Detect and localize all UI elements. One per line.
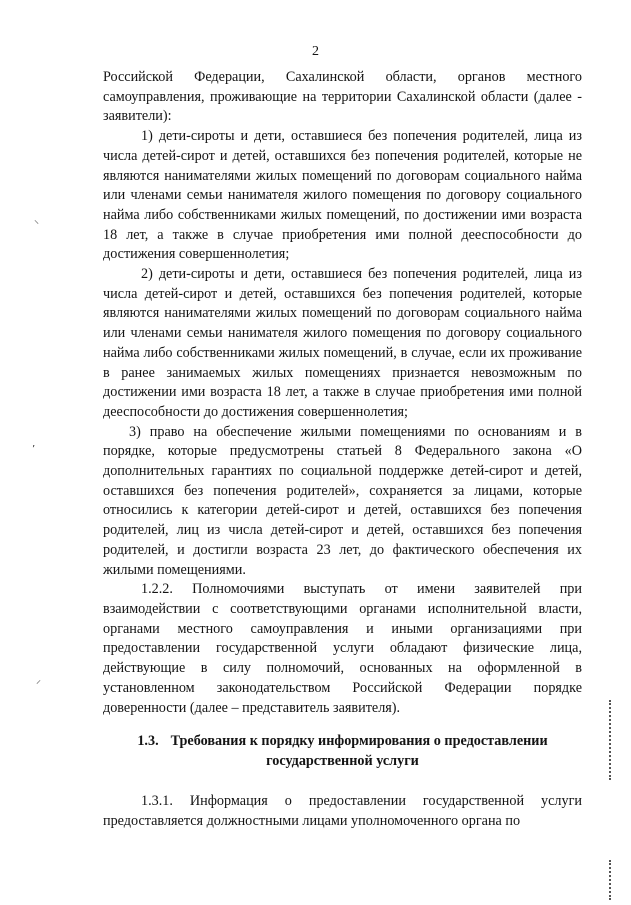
document-body (103, 68, 582, 718)
document-body-continued (103, 792, 582, 831)
scan-mark-icon: ⸜ (34, 215, 39, 226)
section-title-line-2: государственной услуги (266, 752, 419, 769)
paragraph-1-2-2: 1.2.2. Полномочиями выступать от имени заявителей при взаимодействии с соответствующими органами исполнительной власти, органами местного самоуправления и иными организациями при предоставлении государственной услуги обладают физические лица, действующие в силу полномочий, основанных на оформленной в установленном законодательством Российской Федерации порядке доверенности (далее – представитель заявителя). (103, 581, 582, 716)
scan-mark-icon: ⸝ (36, 675, 41, 686)
scan-edge-dots (609, 700, 613, 780)
page-number: 2 (312, 44, 319, 59)
section-title-line-1: Требования к порядку информирования о предоставлении (170, 733, 548, 749)
section-heading-1-3 (103, 732, 582, 771)
paragraph-item-3: 3) право на обеспечение жилыми помещениями по основаниям и в порядке, которые предусмотрены статьей 8 Федерального закона «О дополнительных гарантиях по социальной поддержке детей-сирот и детей, оставшихся без попечения родителей», сохраняется за лицами, которые относились к категории детей-сирот и детей, оставшихся без попечения родителей, лиц из числа детей-сирот и детей, оставшихся без попечения родителей, и достигли возраста 23 лет, до фактического обеспечения их жилыми помещениями. (103, 423, 582, 578)
scan-edge-dots (609, 860, 613, 900)
paragraph-item-1: 1) дети-сироты и дети, оставшиеся без попечения родителей, лица из числа детей-сирот и детей, оставшихся без попечения родителей, которые не являются нанимателями жилых помещений по договорам социального найма или членами семьи нанимателя жилого помещения по договору социального найма либо собственниками жилых помещений, по достижении ими возраста 18 лет, а также в случае приобретения ими полной дееспособности до достижения совершеннолетия; (103, 128, 582, 263)
paragraph-1-3-1: 1.3.1. Информация о предоставлении государственной услуги предоставляется должностными лицами уполномоченного органа по (103, 793, 582, 829)
paragraph-item-2: 2) дети-сироты и дети, оставшиеся без попечения родителей, лица из числа детей-сирот и детей, оставшихся без попечения родителей, которые являются нанимателями жилых помещений по договорам социального найма или членами семьи нанимателя жилого помещения по договору социального найма либо собственниками жилых помещений, в случае, если их проживание в ранее занимаемых жилых помещениях признается невозможным по достижении ими возраста 18 лет, а также в случае приобретения ими полной дееспособности до достижения совершеннолетия; (103, 266, 582, 420)
paragraph-intro: Российской Федерации, Сахалинской области, органов местного самоуправления, проживающие на территории Сахалинской области (далее - заявители): (103, 69, 582, 125)
section-number: 1.3. (137, 733, 159, 749)
scan-mark-icon: ’ (32, 444, 36, 455)
